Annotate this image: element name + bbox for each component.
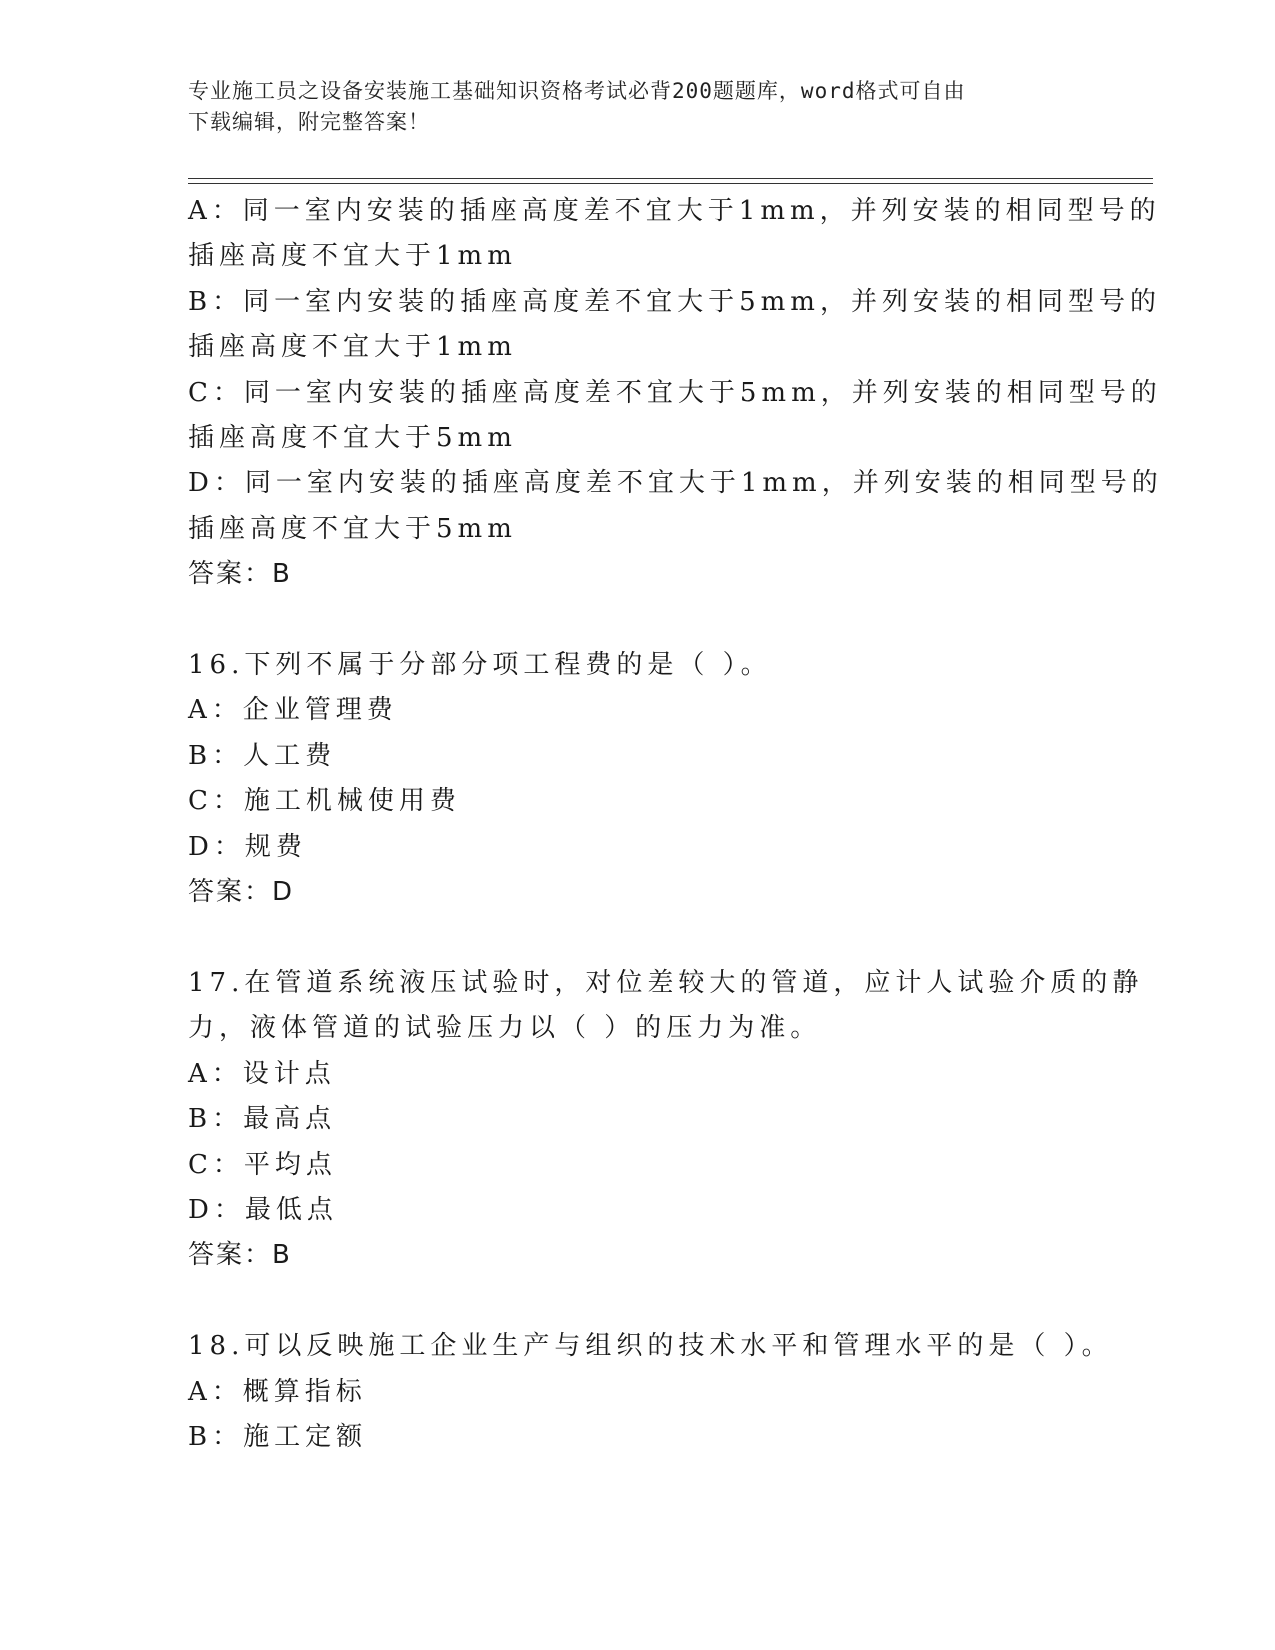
- option-d-line-1: D：同一室内安装的插座高度差不宜大于1mm，并列安装的相同型号的: [188, 468, 1163, 499]
- option-a: A：概算指标: [188, 1376, 367, 1407]
- option-c-line-2: 插座高度不宜大于5mm: [188, 423, 517, 454]
- question-18-text: 18.可以反映施工企业生产与组织的技术水平和管理水平的是（ ）。: [188, 1331, 1113, 1362]
- answer-15: 答案：B: [188, 559, 292, 590]
- question-16: [188, 643, 1088, 915]
- option-a-line-2: 插座高度不宜大于1mm: [188, 241, 517, 272]
- question-15-options: [188, 189, 1163, 598]
- option-d: D：最低点: [188, 1194, 338, 1225]
- spacer: [188, 1279, 1088, 1324]
- option-c-line-1: C：同一室内安装的插座高度差不宜大于5mm，并列安装的相同型号的: [188, 377, 1162, 408]
- answer-16: 答案：D: [188, 877, 295, 908]
- question-17-text-line-1: 17.在管道系统液压试验时，对位差较大的管道，应计人试验介质的静: [188, 967, 1144, 998]
- option-c: C：施工机械使用费: [188, 786, 461, 817]
- answer-17: 答案：B: [188, 1240, 292, 1271]
- question-16-text: 16.下列不属于分部分项工程费的是（ ）。: [188, 650, 772, 681]
- question-17: [188, 961, 1144, 1279]
- option-d-line-2: 插座高度不宜大于5mm: [188, 513, 517, 544]
- option-a: A：设计点: [188, 1058, 336, 1089]
- spacer: [188, 915, 1088, 960]
- spacer: [188, 598, 1088, 643]
- header-line-2: 下载编辑，附完整答案！: [188, 110, 430, 134]
- header-line-1: 专业施工员之设备安装施工基础知识资格考试必背200题题库，word格式可自由: [188, 79, 966, 103]
- header-divider-top: [188, 178, 1153, 179]
- question-17-text-line-2: 力，液体管道的试验压力以（ ）的压力为准。: [188, 1013, 822, 1044]
- option-b-line-2: 插座高度不宜大于1mm: [188, 332, 517, 363]
- option-c: C：平均点: [188, 1149, 337, 1180]
- question-18: [188, 1324, 1113, 1460]
- option-b: B：最高点: [188, 1104, 337, 1135]
- document-header: [188, 76, 1068, 138]
- option-b: B：施工定额: [188, 1421, 368, 1452]
- header-divider-bottom: [188, 183, 1153, 184]
- option-a: A：企业管理费: [188, 695, 398, 726]
- option-d: D：规费: [188, 831, 307, 862]
- option-b-line-1: B：同一室内安装的插座高度差不宜大于5mm，并列安装的相同型号的: [188, 286, 1161, 317]
- option-b: B：人工费: [188, 740, 337, 771]
- question-content: [188, 189, 1163, 1460]
- option-a-line-1: A：同一室内安装的插座高度差不宜大于1mm，并列安装的相同型号的: [188, 196, 1161, 226]
